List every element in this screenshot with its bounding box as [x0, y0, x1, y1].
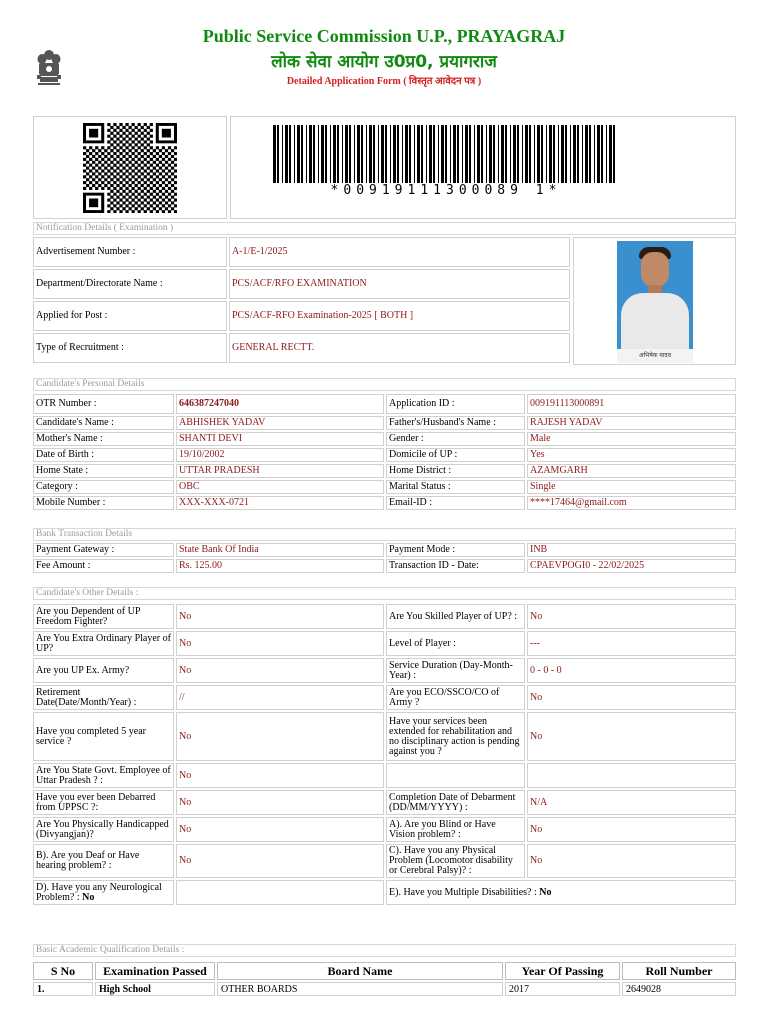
personal-label: Application ID : — [386, 394, 525, 414]
other-row — [33, 790, 736, 815]
other-label — [386, 763, 525, 788]
personal-row — [33, 480, 736, 494]
notification-value: GENERAL RECTT. — [229, 333, 570, 363]
notification-label: Advertisement Number : — [33, 237, 227, 267]
personal-value: Single — [527, 480, 736, 494]
personal-label: Gender : — [386, 432, 525, 446]
header-title-hi: लोक सेवा आयोग उ0प्र0, प्रयागराज — [271, 52, 497, 72]
other-label: A). Are you Blind or Have Vision problem? : — [386, 817, 525, 842]
personal-label: Domicile of UP : — [386, 448, 525, 462]
other-value: // — [176, 685, 384, 710]
personal-value: ABHISHEK YADAV — [176, 416, 384, 430]
section-bank: Bank Transaction Details — [33, 528, 736, 541]
notification-label: Department/Directorate Name : — [33, 269, 227, 299]
other-value: No — [176, 763, 384, 788]
other-label: Completion Date of Debarment (DD/MM/YYYY) : — [386, 790, 525, 815]
photo-panel — [573, 237, 736, 365]
bank-row — [33, 559, 736, 573]
multiple-disabilities-answer: No — [539, 886, 552, 898]
other-label: Retirement Date(Date/Month/Year) : — [33, 685, 174, 710]
personal-label: Category : — [33, 480, 174, 494]
personal-value: XXX-XXX-0721 — [176, 496, 384, 510]
personal-row — [33, 432, 736, 446]
notification-value: PCS/ACF/RFO EXAMINATION — [229, 269, 570, 299]
bank-value: CPAEVPOGI0 - 22/02/2025 — [527, 559, 736, 573]
personal-label: Candidate's Name : — [33, 416, 174, 430]
personal-row — [33, 394, 736, 414]
other-value: No — [176, 712, 384, 761]
other-value: No — [527, 685, 736, 710]
other-row — [33, 685, 736, 710]
other-label: Are You State Govt. Employee of Uttar Pradesh ? : — [33, 763, 174, 788]
barcode-icon — [271, 125, 621, 183]
personal-value: Male — [527, 432, 736, 446]
bank-details-table — [31, 541, 738, 575]
personal-value: 646387247040 — [176, 394, 384, 414]
header-subtitle: Detailed Application Form ( विस्तृत आवेदन पत्र ) — [286, 76, 482, 87]
other-details-table — [31, 602, 738, 907]
other-value: No — [176, 658, 384, 683]
bank-value: State Bank Of India — [176, 543, 384, 557]
section-academic: Basic Academic Qualification Details : — [33, 944, 736, 957]
personal-label: Marital Status : — [386, 480, 525, 494]
personal-row — [33, 496, 736, 510]
candidate-photo — [617, 241, 693, 363]
other-label: B). Are you Deaf or Have hearing problem? : — [33, 844, 174, 878]
other-value: No — [176, 844, 384, 878]
section-other: Candidate's Other Details : — [33, 587, 736, 600]
personal-row — [33, 464, 736, 478]
academic-cell-roll: 2649028 — [622, 982, 736, 996]
other-label: Level of Player : — [386, 631, 525, 656]
personal-label: OTR Number : — [33, 394, 174, 414]
qr-code-panel — [33, 116, 227, 219]
other-value: 0 - 0 - 0 — [527, 658, 736, 683]
multiple-disabilities-question: E). Have you Multiple Disabilities? : — [389, 886, 540, 898]
bank-value: INB — [527, 543, 736, 557]
personal-label: Mobile Number : — [33, 496, 174, 510]
personal-row — [33, 416, 736, 430]
academic-cell-year: 2017 — [505, 982, 620, 996]
barcode-text: *00919111300089 1* — [330, 183, 562, 198]
section-notification: Notification Details ( Examination ) — [33, 222, 736, 235]
academic-cell-board: OTHER BOARDS — [217, 982, 503, 996]
other-value: No — [176, 631, 384, 656]
personal-value: AZAMGARH — [527, 464, 736, 478]
other-label: Are you Dependent of UP Freedom Fighter? — [33, 604, 174, 629]
personal-label: Mother's Name : — [33, 432, 174, 446]
other-label: Have your services been extended for rehabilitation and no disciplinary action is pending against you ? — [386, 712, 525, 761]
other-value: No — [527, 712, 736, 761]
neurological-answer: No — [82, 891, 95, 903]
header-title-en: Public Service Commission U.P., PRAYAGRAJ — [202, 26, 566, 46]
academic-header-row — [33, 962, 736, 980]
academic-row — [33, 982, 736, 996]
academic-cell-exam: High School — [95, 982, 215, 996]
bank-value: Rs. 125.00 — [176, 559, 384, 573]
other-value: No — [527, 844, 736, 878]
personal-value: ****17464@gmail.com — [527, 496, 736, 510]
barcode-panel — [230, 116, 736, 219]
academic-column-header: Board Name — [217, 962, 503, 980]
other-label: Have you completed 5 year service ? — [33, 712, 174, 761]
academic-column-header: Year Of Passing — [505, 962, 620, 980]
other-value: No — [176, 790, 384, 815]
personal-value: UTTAR PRADESH — [176, 464, 384, 478]
other-value: No — [527, 604, 736, 629]
notification-label: Applied for Post : — [33, 301, 227, 331]
other-label: Are You Physically Handicapped (Divyangjan)? — [33, 817, 174, 842]
personal-value: SHANTI DEVI — [176, 432, 384, 446]
personal-row — [33, 448, 736, 462]
notification-label: Type of Recruitment : — [33, 333, 227, 363]
personal-label: Home District : — [386, 464, 525, 478]
other-label: C). Have you any Physical Problem (Locomotor disability or Cerebral Palsy)? : — [386, 844, 525, 878]
notification-value: PCS/ACF-RFO Examination-2025 [ BOTH ] — [229, 301, 570, 331]
other-value — [176, 880, 384, 905]
notification-table — [31, 235, 572, 365]
other-label: Service Duration (Day-Month-Year) : — [386, 658, 525, 683]
other-row — [33, 763, 736, 788]
academic-column-header: S No — [33, 962, 93, 980]
other-value: No — [527, 817, 736, 842]
personal-label: Father's/Husband's Name : — [386, 416, 525, 430]
photo-signature: अभिषेक यादव — [639, 352, 671, 359]
other-label: Are you ECO/SSCO/CO of Army ? — [386, 685, 525, 710]
qr-code-icon — [83, 123, 177, 213]
personal-value: RAJESH YADAV — [527, 416, 736, 430]
other-value: --- — [527, 631, 736, 656]
personal-label: Home State : — [33, 464, 174, 478]
bank-label: Fee Amount : — [33, 559, 174, 573]
personal-value: OBC — [176, 480, 384, 494]
other-row — [33, 631, 736, 656]
section-personal: Candidate's Personal Details — [33, 378, 736, 391]
other-label: Have you ever been Debarred from UPPSC ?: — [33, 790, 174, 815]
other-row — [33, 844, 736, 878]
other-value: No — [176, 817, 384, 842]
other-row — [33, 712, 736, 761]
other-label — [33, 880, 174, 905]
personal-label: Date of Birth : — [33, 448, 174, 462]
academic-table — [31, 960, 738, 998]
personal-details-table — [31, 392, 738, 512]
other-row — [33, 880, 736, 905]
bank-row — [33, 543, 736, 557]
other-value: No — [176, 604, 384, 629]
personal-label: Email-ID : — [386, 496, 525, 510]
academic-column-header: Roll Number — [622, 962, 736, 980]
academic-column-header: Examination Passed — [95, 962, 215, 980]
other-row — [33, 817, 736, 842]
notification-value: A-1/E-1/2025 — [229, 237, 570, 267]
academic-cell-sno: 1. — [33, 982, 93, 996]
other-label — [386, 880, 736, 905]
bank-label: Transaction ID - Date: — [386, 559, 525, 573]
other-label: Are You Skilled Player of UP? : — [386, 604, 525, 629]
other-row — [33, 604, 736, 629]
other-label: Are You Extra Ordinary Player of UP? — [33, 631, 174, 656]
other-value — [527, 763, 736, 788]
personal-value: Yes — [527, 448, 736, 462]
personal-value: 009191113000891 — [527, 394, 736, 414]
other-value: N/A — [527, 790, 736, 815]
other-row — [33, 658, 736, 683]
bank-label: Payment Gateway : — [33, 543, 174, 557]
other-label: Are you UP Ex. Army? — [33, 658, 174, 683]
neurological-question: D). Have you any Neurological Problem? : — [36, 881, 162, 903]
bank-label: Payment Mode : — [386, 543, 525, 557]
personal-value: 19/10/2002 — [176, 448, 384, 462]
